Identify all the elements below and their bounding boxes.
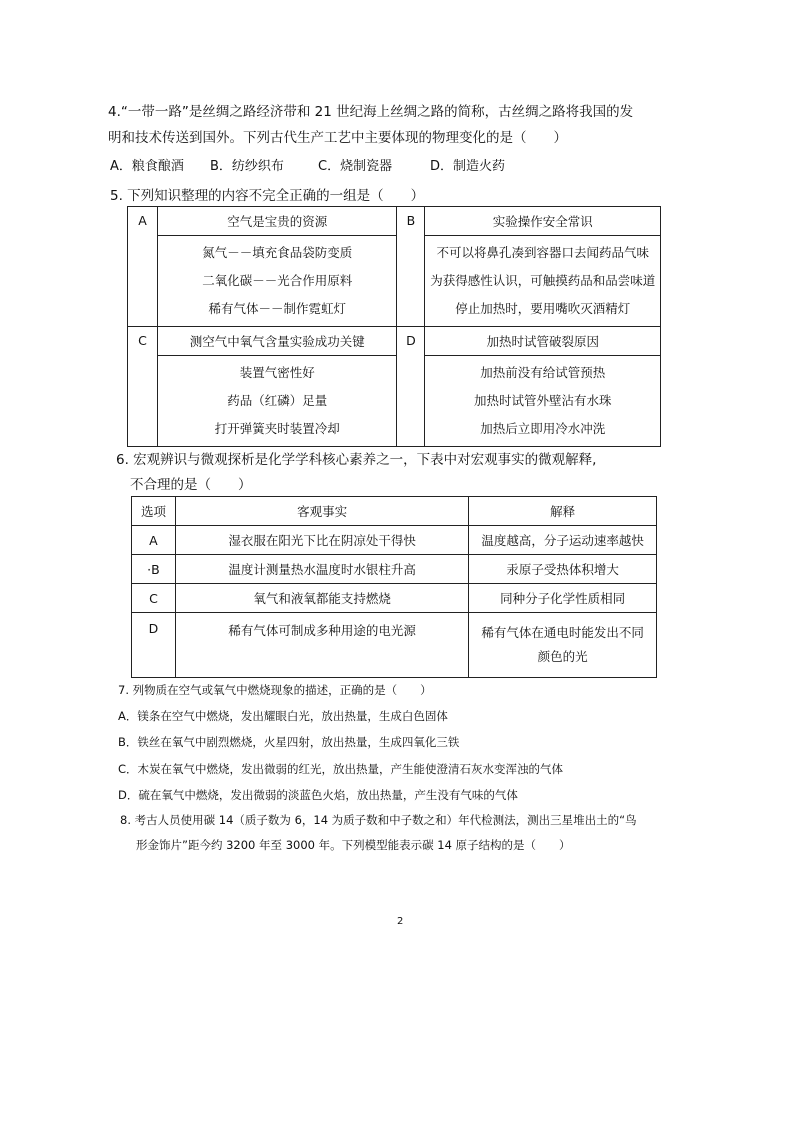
q6-header-option: 选项: [132, 497, 176, 526]
q5-table: [127, 206, 661, 447]
q4-option-c: C．烧制瓷器: [318, 159, 393, 174]
q6-stem2: 不合理的是（ ）: [130, 477, 252, 493]
q6-row-c-explanation: 同种分子化学性质相同: [469, 584, 657, 613]
q4-option-d: D．制造火药: [430, 159, 506, 174]
q6-row-a-option: A: [132, 526, 176, 555]
q6-row-c-fact: 氧气和液氧都能支持燃烧: [175, 584, 468, 613]
q4-option-a: A．粮食酿酒: [110, 159, 184, 174]
q6-row-d-option: D: [132, 613, 176, 678]
q5-b-label: B: [397, 207, 425, 327]
q6-header-fact: 客观事实: [175, 497, 468, 526]
q6-row-a-explanation: 温度越高，分子运动速率越快: [469, 526, 657, 555]
q5-a-items: [157, 236, 397, 327]
q5-c-label: C: [128, 327, 158, 447]
q5-b-item: 不可以将鼻孔凑到容器口去闻药品气味: [436, 245, 649, 260]
q6-stem: 6. 宏观辨识与微观探析是化学学科核心素养之一，下表中对宏观事实的微观解释,: [116, 452, 597, 468]
q7-option-a: A．镁条在空气中燃烧，发出耀眼白光，放出热量，生成白色固体: [118, 709, 448, 723]
q6-table: [131, 496, 657, 678]
q8-line1: 8. 考古人员使用碳 14（质子数为 6，14 为质子数和中子数之和）年代检测法，测出三星堆出土的“鸟: [120, 813, 637, 827]
q6-header-explanation: 解释: [469, 497, 657, 526]
q7-option-d: D．硫在氧气中燃烧，发出微弱的淡蓝色火焰，放出热量，产生没有气味的气体: [118, 788, 518, 802]
q5-d-label: D: [397, 327, 425, 447]
q6-row-b-option: ·B: [132, 555, 176, 584]
q5-a-item: 稀有气体－－制作霓虹灯: [208, 301, 346, 316]
q5-c-item: 药品（红磷）足量: [227, 393, 328, 408]
q8-line2: 形金饰片”距今约 3200 年至 3000 年。下列模型能表示碳 14 原子结构的是（ ）: [136, 838, 571, 852]
q4-line2: 明和技术传送到国外。下列古代生产工艺中主要体现的物理变化的是（ ）: [108, 130, 567, 146]
q6-row-d-explanation-line2: 颜色的光: [537, 649, 588, 664]
q4-option-b: B．纺纱织布: [210, 159, 284, 174]
page-number: 2: [397, 916, 404, 927]
q6-row-a-fact: 湿衣服在阳光下比在阴凉处干得快: [175, 526, 468, 555]
q4-line1: 4.“一带一路”是丝绸之路经济带和 21 世纪海上丝绸之路的简称，古丝绸之路将我国的发: [108, 104, 634, 120]
q7-stem: 7. 列物质在空气或氧气中燃烧现象的描述，正确的是（ ）: [118, 683, 432, 697]
q5-a-label: A: [128, 207, 158, 327]
q5-d-title: 加热时试管破裂原因: [425, 327, 661, 356]
q6-row-b-explanation: 汞原子受热体积增大: [469, 555, 657, 584]
q5-c-item: 打开弹簧夹时装置冷却: [214, 421, 340, 436]
q5-d-item: 加热时试管外壁沾有水珠: [473, 393, 612, 408]
q5-b-title: 实验操作安全常识: [425, 207, 661, 236]
q6-row-d-explanation: [469, 613, 657, 678]
q5-b-items: [425, 236, 661, 327]
q5-d-item: 加热前没有给试管预热: [480, 365, 606, 380]
q5-b-item: 停止加热时，要用嘴吹灭酒精灯: [455, 301, 631, 316]
q5-c-items: [157, 356, 397, 447]
q5-d-item: 加热后立即用冷水冲洗: [480, 421, 606, 436]
q5-stem: 5. 下列知识整理的内容不完全正确的一组是（ ）: [110, 188, 425, 204]
q7-option-b: B．铁丝在氧气中剧烈燃烧，火星四射，放出热量，生成四氧化三铁: [118, 735, 460, 749]
q5-a-item: 二氧化碳－－光合作用原料: [202, 273, 353, 288]
q5-a-title: 空气是宝贵的资源: [157, 207, 397, 236]
q6-row-c-option: C: [132, 584, 176, 613]
q5-b-item: 为获得感性认识，可触摸药品和品尝味道: [430, 273, 656, 288]
q5-c-item: 装置气密性好: [239, 365, 315, 380]
q5-c-title: 测空气中氧气含量实验成功关键: [157, 327, 397, 356]
q6-row-d-fact: 稀有气体可制成多种用途的电光源: [175, 613, 468, 678]
q5-a-item: 氮气－－填充食品袋防变质: [202, 245, 353, 260]
q6-row-d-explanation-line1: 稀有气体在通电时能发出不同: [481, 625, 644, 640]
q7-option-c: C．木炭在氧气中燃烧，发出微弱的红光，放出热量，产生能使澄清石灰水变浑浊的气体: [118, 762, 564, 776]
q6-row-b-fact: 温度计测量热水温度时水银柱升高: [175, 555, 468, 584]
q5-d-items: [425, 356, 661, 447]
